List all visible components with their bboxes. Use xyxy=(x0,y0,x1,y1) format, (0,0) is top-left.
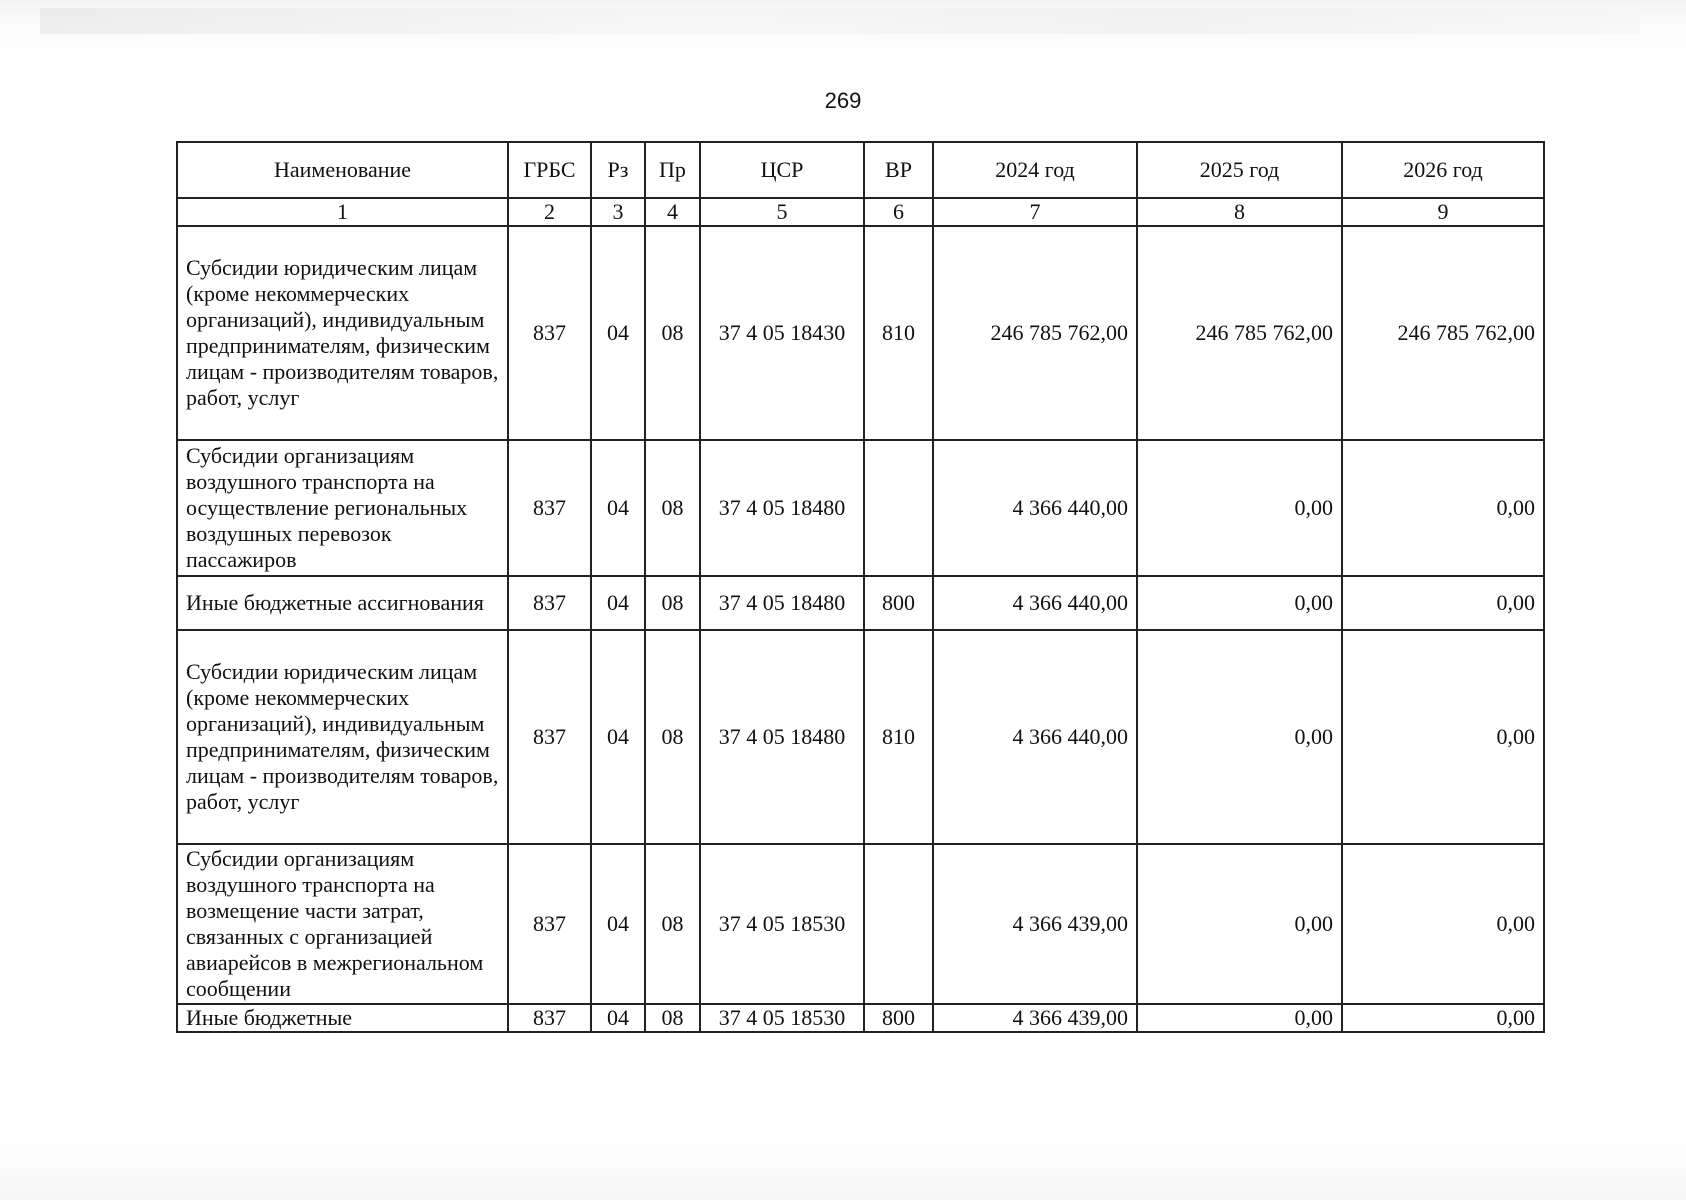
column-number: 5 xyxy=(700,198,864,226)
table-row xyxy=(177,844,1544,1004)
row-amount-2025: 0,00 xyxy=(1137,576,1342,630)
row-amount-2026: 0,00 xyxy=(1342,1004,1544,1032)
table-row xyxy=(177,226,1544,440)
row-amount-2025: 0,00 xyxy=(1137,440,1342,576)
column-number: 6 xyxy=(864,198,933,226)
table-header xyxy=(177,142,1544,198)
row-name: Субсидии юридическим лицам (кроме некоммерческих организаций), индивидуальным предпринимателям, физическим лицам - производителям товаров, работ, услуг xyxy=(177,630,508,844)
row-rz: 04 xyxy=(591,630,645,844)
row-amount-2024: 4 366 440,00 xyxy=(933,576,1137,630)
header-pr: Пр xyxy=(645,142,700,198)
column-number: 8 xyxy=(1137,198,1342,226)
row-name: Иные бюджетные xyxy=(177,1004,508,1032)
row-amount-2026: 0,00 xyxy=(1342,576,1544,630)
row-csr: 37 4 05 18480 xyxy=(700,576,864,630)
column-number-row xyxy=(177,198,1544,226)
budget-table xyxy=(176,141,1545,1033)
row-rz: 04 xyxy=(591,1004,645,1032)
row-rz: 04 xyxy=(591,440,645,576)
row-amount-2025: 246 785 762,00 xyxy=(1137,226,1342,440)
row-name: Субсидии организациям воздушного транспорта на осуществление региональных воздушных перевозок пассажиров xyxy=(177,440,508,576)
row-vr: 810 xyxy=(864,630,933,844)
row-grbs: 837 xyxy=(508,844,591,1004)
column-number: 4 xyxy=(645,198,700,226)
page-number: 269 xyxy=(824,88,862,113)
row-amount-2024: 4 366 439,00 xyxy=(933,1004,1137,1032)
row-csr: 37 4 05 18480 xyxy=(700,630,864,844)
row-csr: 37 4 05 18480 xyxy=(700,440,864,576)
header-csr: ЦСР xyxy=(700,142,864,198)
row-grbs: 837 xyxy=(508,226,591,440)
row-csr: 37 4 05 18430 xyxy=(700,226,864,440)
header-2026: 2026 год xyxy=(1342,142,1544,198)
column-number: 2 xyxy=(508,198,591,226)
row-vr: 800 xyxy=(864,1004,933,1032)
row-amount-2024: 4 366 439,00 xyxy=(933,844,1137,1004)
row-amount-2025: 0,00 xyxy=(1137,630,1342,844)
row-pr: 08 xyxy=(645,630,700,844)
row-name: Субсидии организациям воздушного транспорта на возмещение части затрат, связанных с организацией авиарейсов в межрегиональном сообщении xyxy=(177,844,508,1004)
header-2025: 2025 год xyxy=(1137,142,1342,198)
row-vr: 810 xyxy=(864,226,933,440)
row-pr: 08 xyxy=(645,440,700,576)
row-csr: 37 4 05 18530 xyxy=(700,1004,864,1032)
row-csr: 37 4 05 18530 xyxy=(700,844,864,1004)
row-name: Иные бюджетные ассигнования xyxy=(177,576,508,630)
table-row xyxy=(177,576,1544,630)
row-amount-2024: 246 785 762,00 xyxy=(933,226,1137,440)
row-amount-2024: 4 366 440,00 xyxy=(933,440,1137,576)
row-rz: 04 xyxy=(591,226,645,440)
header-name: Наименование xyxy=(177,142,508,198)
row-name: Субсидии юридическим лицам (кроме некоммерческих организаций), индивидуальным предпринимателям, физическим лицам - производителям товаров, работ, услуг xyxy=(177,226,508,440)
row-pr: 08 xyxy=(645,576,700,630)
table-row xyxy=(177,1004,1544,1032)
header-2024: 2024 год xyxy=(933,142,1137,198)
row-amount-2024: 4 366 440,00 xyxy=(933,630,1137,844)
row-pr: 08 xyxy=(645,1004,700,1032)
row-rz: 04 xyxy=(591,844,645,1004)
row-rz: 04 xyxy=(591,576,645,630)
column-number: 1 xyxy=(177,198,508,226)
header-vr: ВР xyxy=(864,142,933,198)
row-vr xyxy=(864,440,933,576)
row-vr xyxy=(864,844,933,1004)
row-grbs: 837 xyxy=(508,440,591,576)
table-row xyxy=(177,440,1544,576)
row-amount-2026: 246 785 762,00 xyxy=(1342,226,1544,440)
row-grbs: 837 xyxy=(508,1004,591,1032)
row-grbs: 837 xyxy=(508,576,591,630)
header-grbs: ГРБС xyxy=(508,142,591,198)
row-amount-2026: 0,00 xyxy=(1342,440,1544,576)
scan-edge-artifact xyxy=(40,8,1640,34)
column-number: 7 xyxy=(933,198,1137,226)
row-pr: 08 xyxy=(645,844,700,1004)
row-pr: 08 xyxy=(645,226,700,440)
row-amount-2026: 0,00 xyxy=(1342,844,1544,1004)
column-number: 9 xyxy=(1342,198,1544,226)
row-amount-2026: 0,00 xyxy=(1342,630,1544,844)
header-rz: Рз xyxy=(591,142,645,198)
row-grbs: 837 xyxy=(508,630,591,844)
row-amount-2025: 0,00 xyxy=(1137,1004,1342,1032)
row-amount-2025: 0,00 xyxy=(1137,844,1342,1004)
column-number: 3 xyxy=(591,198,645,226)
table-row xyxy=(177,630,1544,844)
row-vr: 800 xyxy=(864,576,933,630)
